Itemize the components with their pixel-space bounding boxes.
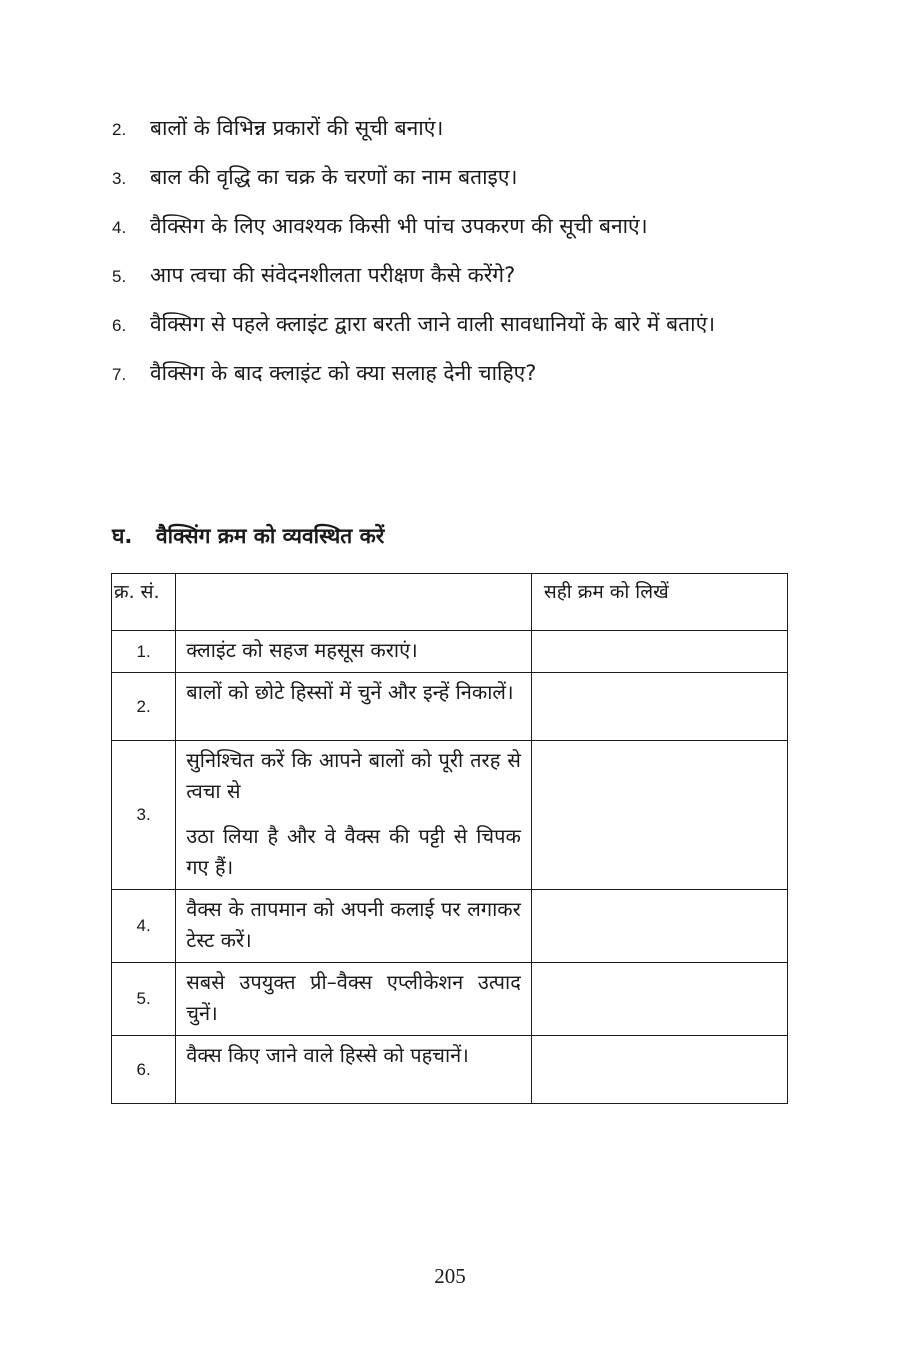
row-serial-number: 4. (112, 890, 176, 963)
row-step-text (176, 631, 532, 673)
answer-cell[interactable] (531, 890, 787, 963)
answer-cell[interactable] (531, 963, 787, 1036)
step-line: बालों को छोटे हिस्सों में चुनें और इन्हें निकालें। (186, 680, 514, 704)
question-text: वैक्सिग के बाद क्लाइंट को क्या सलाह देनी चाहिए? (150, 361, 537, 385)
question-item (112, 357, 792, 391)
question-text: वैक्सिग के लिए आवश्यक किसी भी पांच उपकरण की सूची बनाएं। (150, 214, 648, 238)
answer-cell[interactable] (531, 673, 787, 741)
question-number: 2. (112, 120, 127, 139)
table-row (112, 1036, 788, 1104)
table-row (112, 673, 788, 741)
page-number: 205 (434, 1264, 466, 1288)
step-line: उठा लिया है और वे वैक्स की पट्टी से चिपक गए हैं। (186, 824, 521, 879)
row-step-text (176, 963, 532, 1036)
question-item (112, 112, 792, 146)
question-number: 4. (112, 218, 127, 237)
question-number: 3. (112, 169, 127, 188)
table-row (112, 741, 788, 890)
step-line: वैक्स के तापमान को अपनी कलाई पर लगाकर टेस्ट करें। (186, 897, 521, 952)
table-header-row (112, 574, 788, 631)
step-line: सबसे उपयुक्त प्री–वैक्स एप्लीकेशन उत्पाद चुनें। (186, 970, 521, 1025)
question-item (112, 308, 792, 342)
section-heading (112, 520, 384, 552)
header-step (176, 574, 532, 631)
table-row (112, 963, 788, 1036)
row-serial-number: 6. (112, 1036, 176, 1104)
question-text: आप त्वचा की संवेदनशीलता परीक्षण कैसे करेंगे? (150, 263, 516, 287)
question-text: बाल की वृद्धि का चक्र के चरणों का नाम बताइए। (150, 165, 518, 189)
row-step-text (176, 673, 532, 741)
header-correct-order: सही क्रम को लिखें (531, 574, 787, 631)
question-text: वैक्सिग से पहले क्लाइंट द्वारा बरती जाने वाली सावधानियों के बारे में बताएं। (150, 312, 716, 336)
header-serial-number: क्र. सं. (112, 574, 176, 631)
answer-cell[interactable] (531, 741, 787, 890)
question-number: 5. (112, 267, 127, 286)
row-step-text (176, 890, 532, 963)
table-row (112, 890, 788, 963)
row-serial-number: 2. (112, 673, 176, 741)
question-text: बालों के विभिन्न प्रकारों की सूची बनाएं। (150, 116, 444, 140)
step-line: वैक्स किए जाने वाले हिस्से को पहचानें। (186, 1043, 469, 1067)
section-title: वैक्सिंग क्रम को व्यवस्थित करें (156, 524, 385, 548)
question-item (112, 259, 792, 293)
row-serial-number: 1. (112, 631, 176, 673)
answer-cell[interactable] (531, 631, 787, 673)
step-line: सुनिश्चित करें कि आपने बालों को पूरी तरह से त्वचा से (186, 748, 521, 803)
row-step-text (176, 741, 532, 890)
question-number: 6. (112, 316, 127, 335)
question-item (112, 161, 792, 195)
question-item (112, 210, 792, 244)
row-serial-number: 5. (112, 963, 176, 1036)
table-row (112, 631, 788, 673)
row-step-text (176, 1036, 532, 1104)
question-number: 7. (112, 365, 127, 384)
sequence-table (111, 573, 788, 1104)
step-line: क्लाइंट को सहज महसूस कराएं। (186, 638, 418, 662)
question-list (112, 112, 792, 406)
answer-cell[interactable] (531, 1036, 787, 1104)
row-serial-number: 3. (112, 741, 176, 890)
section-letter: घ. (112, 524, 133, 548)
